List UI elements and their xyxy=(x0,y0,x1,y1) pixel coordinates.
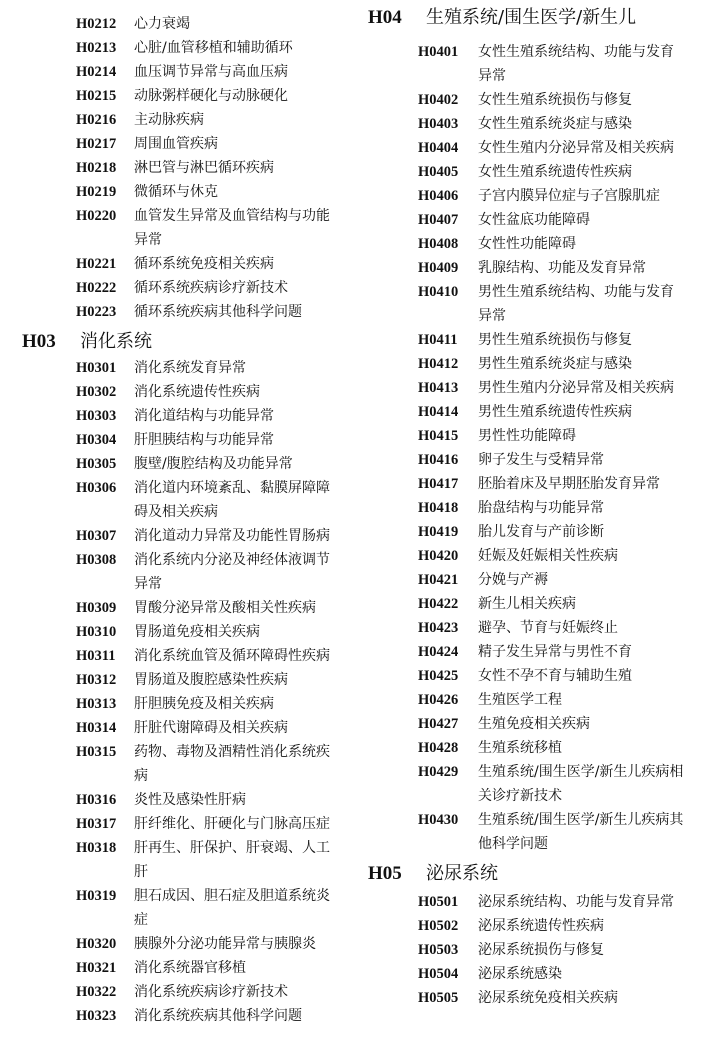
item-code: H0404 xyxy=(418,140,459,156)
item-name: 胎儿发育与产前诊断 xyxy=(478,524,604,540)
item-code: H0319 xyxy=(76,888,117,904)
item-name: 泌尿系统结构、功能与发育异常 xyxy=(478,894,674,910)
item-code: H0408 xyxy=(418,236,459,252)
list-item xyxy=(0,740,352,788)
item-name: 腹壁/腹腔结构及功能异常 xyxy=(134,456,293,472)
item-code: H0409 xyxy=(418,260,459,276)
list-item xyxy=(0,932,352,956)
list-item xyxy=(0,356,352,380)
item-code: H0323 xyxy=(76,1008,117,1024)
item-code: H0504 xyxy=(418,966,459,982)
item-name: 卵子发生与受精异常 xyxy=(478,452,604,468)
list-item xyxy=(0,60,352,84)
item-name: 女性盆底功能障碍 xyxy=(478,212,590,228)
item-name: 男性生殖内分泌异常及相关疾病 xyxy=(478,380,674,396)
item-code: H0303 xyxy=(76,408,117,424)
item-name: 男性生殖系统炎症与感染 xyxy=(478,356,632,372)
item-name: 避孕、节育与妊娠终止 xyxy=(478,620,618,636)
item-code: H0430 xyxy=(418,812,459,828)
list-item xyxy=(352,664,720,688)
item-code: H0322 xyxy=(76,984,117,1000)
item-code: H0407 xyxy=(418,212,459,228)
item-code: H0420 xyxy=(418,548,459,564)
item-code: H0301 xyxy=(76,360,117,376)
list-item xyxy=(352,472,720,496)
item-code: H0401 xyxy=(418,44,459,60)
list-item xyxy=(352,424,720,448)
h04-list xyxy=(352,36,720,856)
item-code: H0427 xyxy=(418,716,459,732)
list-item xyxy=(352,376,720,400)
list-item xyxy=(352,938,720,962)
list-item xyxy=(352,712,720,736)
list-item xyxy=(0,884,352,932)
item-code: H0417 xyxy=(418,476,459,492)
list-item xyxy=(0,620,352,644)
list-item xyxy=(352,568,720,592)
item-name: 女性性功能障碍 xyxy=(478,236,576,252)
section-title: 消化系统 xyxy=(80,331,152,352)
list-item xyxy=(0,84,352,108)
list-item xyxy=(0,300,352,324)
item-name: 泌尿系统遗传性疾病 xyxy=(478,918,604,934)
item-name: 肝再生、肝保护、肝衰竭、人工肝 xyxy=(134,840,330,880)
item-name: 女性生殖系统遗传性疾病 xyxy=(478,164,632,180)
right-column xyxy=(352,0,720,1010)
list-item xyxy=(0,596,352,620)
item-code: H0422 xyxy=(418,596,459,612)
item-name: 妊娠及妊娠相关性疾病 xyxy=(478,548,618,564)
item-code: H0221 xyxy=(76,256,117,272)
item-name: 消化系统血管及循环障碍性疾病 xyxy=(134,648,330,664)
item-code: H0212 xyxy=(76,16,117,32)
list-item xyxy=(352,760,720,808)
item-name: 肝纤维化、肝硬化与门脉高压症 xyxy=(134,816,330,832)
list-item xyxy=(352,448,720,472)
item-code: H0320 xyxy=(76,936,117,952)
item-name: 女性生殖内分泌异常及相关疾病 xyxy=(478,140,674,156)
item-code: H0223 xyxy=(76,304,117,320)
item-code: H0215 xyxy=(76,88,117,104)
item-code: H0428 xyxy=(418,740,459,756)
item-code: H0402 xyxy=(418,92,459,108)
item-name: 生殖系统/围生医学/新生儿疾病相关诊疗新技术 xyxy=(478,764,684,804)
item-name: 消化系统内分泌及神经体液调节异常 xyxy=(134,552,330,592)
item-code: H0304 xyxy=(76,432,117,448)
item-code: H0313 xyxy=(76,696,117,712)
item-name: 消化系统器官移植 xyxy=(134,960,246,976)
item-code: H0306 xyxy=(76,480,117,496)
section-code: H03 xyxy=(22,331,56,352)
list-item xyxy=(352,328,720,352)
section-code: H04 xyxy=(368,7,402,28)
item-name: 生殖系统移植 xyxy=(478,740,562,756)
item-name: 肝胆胰免疫及相关疾病 xyxy=(134,696,274,712)
h02-list-continued xyxy=(0,0,352,324)
list-item xyxy=(0,204,352,252)
item-name: 消化道内环境紊乱、黏膜屏障障碍及相关疾病 xyxy=(134,480,330,520)
item-code: H0405 xyxy=(418,164,459,180)
item-name: 生殖免疫相关疾病 xyxy=(478,716,590,732)
item-name: 心力衰竭 xyxy=(134,16,190,32)
list-item xyxy=(352,232,720,256)
item-code: H0403 xyxy=(418,116,459,132)
item-code: H0222 xyxy=(76,280,117,296)
item-name: 肝脏代谢障碍及相关疾病 xyxy=(134,720,288,736)
list-item xyxy=(352,352,720,376)
list-item xyxy=(352,520,720,544)
item-code: H0421 xyxy=(418,572,459,588)
item-name: 血管发生异常及血管结构与功能异常 xyxy=(134,208,330,248)
item-name: 消化系统发育异常 xyxy=(134,360,246,376)
item-code: H0311 xyxy=(76,648,116,664)
item-name: 血压调节异常与高血压病 xyxy=(134,64,288,80)
item-name: 微循环与休克 xyxy=(134,184,218,200)
item-name: 肝胆胰结构与功能异常 xyxy=(134,432,274,448)
item-name: 胃肠道及腹腔感染性疾病 xyxy=(134,672,288,688)
item-code: H0218 xyxy=(76,160,117,176)
item-code: H0213 xyxy=(76,40,117,56)
item-name: 生殖医学工程 xyxy=(478,692,562,708)
item-name: 男性生殖系统损伤与修复 xyxy=(478,332,632,348)
list-item xyxy=(0,980,352,1004)
item-name: 动脉粥样硬化与动脉硬化 xyxy=(134,88,288,104)
item-name: 周围血管疾病 xyxy=(134,136,218,152)
list-item xyxy=(0,956,352,980)
list-item xyxy=(352,986,720,1010)
list-item xyxy=(0,692,352,716)
item-name: 分娩与产褥 xyxy=(478,572,548,588)
item-name: 淋巴管与淋巴循环疾病 xyxy=(134,160,274,176)
list-item xyxy=(0,276,352,300)
item-code: H0312 xyxy=(76,672,117,688)
item-code: H0305 xyxy=(76,456,117,472)
item-name: 药物、毒物及酒精性消化系统疾病 xyxy=(134,744,330,784)
item-name: 消化系统疾病其他科学问题 xyxy=(134,1008,302,1024)
list-item xyxy=(0,788,352,812)
item-code: H0219 xyxy=(76,184,117,200)
item-code: H0317 xyxy=(76,816,117,832)
section-title: 泌尿系统 xyxy=(426,863,498,884)
item-code: H0406 xyxy=(418,188,459,204)
item-code: H0415 xyxy=(418,428,459,444)
list-item xyxy=(0,1004,352,1028)
item-code: H0314 xyxy=(76,720,117,736)
item-code: H0321 xyxy=(76,960,117,976)
list-item xyxy=(0,644,352,668)
list-item xyxy=(0,36,352,60)
section-heading-h05 xyxy=(352,856,720,890)
h03-list xyxy=(0,354,352,1028)
list-item xyxy=(352,640,720,664)
item-code: H0318 xyxy=(76,840,117,856)
item-code: H0411 xyxy=(418,332,458,348)
item-name: 男性性功能障碍 xyxy=(478,428,576,444)
item-name: 女性不孕不育与辅助生殖 xyxy=(478,668,632,684)
item-code: H0424 xyxy=(418,644,459,660)
item-code: H0502 xyxy=(418,918,459,934)
list-item xyxy=(352,40,720,88)
list-item xyxy=(352,736,720,760)
list-item xyxy=(0,452,352,476)
item-name: 精子发生异常与男性不育 xyxy=(478,644,632,660)
list-item xyxy=(0,380,352,404)
item-name: 消化系统遗传性疾病 xyxy=(134,384,260,400)
list-item xyxy=(352,400,720,424)
list-item xyxy=(352,496,720,520)
list-item xyxy=(0,524,352,548)
item-name: 循环系统疾病其他科学问题 xyxy=(134,304,302,320)
item-name: 循环系统疾病诊疗新技术 xyxy=(134,280,288,296)
list-item xyxy=(0,108,352,132)
list-item xyxy=(0,252,352,276)
list-item xyxy=(352,890,720,914)
list-item xyxy=(0,180,352,204)
list-item xyxy=(352,544,720,568)
item-code: H0416 xyxy=(418,452,459,468)
item-name: 新生儿相关疾病 xyxy=(478,596,576,612)
list-item xyxy=(352,616,720,640)
list-item xyxy=(352,592,720,616)
item-code: H0426 xyxy=(418,692,459,708)
item-name: 主动脉疾病 xyxy=(134,112,204,128)
item-code: H0503 xyxy=(418,942,459,958)
item-name: 心脏/血管移植和辅助循环 xyxy=(134,40,293,56)
list-item xyxy=(352,184,720,208)
item-code: H0214 xyxy=(76,64,117,80)
list-item xyxy=(352,256,720,280)
item-code: H0308 xyxy=(76,552,117,568)
list-item xyxy=(0,404,352,428)
item-code: H0302 xyxy=(76,384,117,400)
item-code: H0419 xyxy=(418,524,459,540)
list-item xyxy=(352,208,720,232)
item-code: H0413 xyxy=(418,380,459,396)
list-item xyxy=(0,548,352,596)
item-name: 泌尿系统免疫相关疾病 xyxy=(478,990,618,1006)
item-code: H0423 xyxy=(418,620,459,636)
list-item xyxy=(352,280,720,328)
list-item xyxy=(0,668,352,692)
list-item xyxy=(0,716,352,740)
item-code: H0501 xyxy=(418,894,459,910)
item-name: 男性生殖系统遗传性疾病 xyxy=(478,404,632,420)
item-name: 炎性及感染性肝病 xyxy=(134,792,246,808)
item-name: 泌尿系统感染 xyxy=(478,966,562,982)
item-name: 生殖系统/围生医学/新生儿疾病其他科学问题 xyxy=(478,812,684,852)
item-name: 循环系统免疫相关疾病 xyxy=(134,256,274,272)
list-item xyxy=(0,428,352,452)
section-title: 生殖系统/围生医学/新生儿 xyxy=(426,7,637,28)
item-code: H0216 xyxy=(76,112,117,128)
item-code: H0414 xyxy=(418,404,459,420)
item-name: 胎盘结构与功能异常 xyxy=(478,500,604,516)
item-name: 消化道结构与功能异常 xyxy=(134,408,274,424)
item-name: 泌尿系统损伤与修复 xyxy=(478,942,604,958)
item-name: 男性生殖系统结构、功能与发育异常 xyxy=(478,284,674,324)
list-item xyxy=(352,688,720,712)
item-code: H0217 xyxy=(76,136,117,152)
item-name: 女性生殖系统炎症与感染 xyxy=(478,116,632,132)
section-heading-h03 xyxy=(0,324,352,354)
list-item xyxy=(352,88,720,112)
section-heading-h04 xyxy=(352,0,720,36)
item-code: H0315 xyxy=(76,744,117,760)
list-item xyxy=(0,812,352,836)
item-name: 女性生殖系统损伤与修复 xyxy=(478,92,632,108)
item-code: H0418 xyxy=(418,500,459,516)
left-column xyxy=(0,0,352,1028)
list-item xyxy=(0,836,352,884)
item-name: 胆石成因、胆石症及胆道系统炎症 xyxy=(134,888,330,928)
list-item xyxy=(352,136,720,160)
item-name: 胃酸分泌异常及酸相关性疾病 xyxy=(134,600,316,616)
item-code: H0310 xyxy=(76,624,117,640)
item-code: H0412 xyxy=(418,356,459,372)
item-code: H0220 xyxy=(76,208,117,224)
item-code: H0316 xyxy=(76,792,117,808)
item-name: 消化道动力异常及功能性胃肠病 xyxy=(134,528,330,544)
item-code: H0425 xyxy=(418,668,459,684)
list-item xyxy=(0,476,352,524)
item-name: 胚胎着床及早期胚胎发育异常 xyxy=(478,476,660,492)
item-name: 女性生殖系统结构、功能与发育异常 xyxy=(478,44,674,84)
list-item xyxy=(352,808,720,856)
item-code: H0410 xyxy=(418,284,459,300)
list-item xyxy=(352,914,720,938)
item-name: 胃肠道免疫相关疾病 xyxy=(134,624,260,640)
item-name: 胰腺外分泌功能异常与胰腺炎 xyxy=(134,936,316,952)
h05-list xyxy=(352,890,720,1010)
list-item xyxy=(0,156,352,180)
list-item xyxy=(352,962,720,986)
list-item xyxy=(0,12,352,36)
item-code: H0505 xyxy=(418,990,459,1006)
list-item xyxy=(352,160,720,184)
item-name: 乳腺结构、功能及发育异常 xyxy=(478,260,646,276)
list-item xyxy=(352,112,720,136)
item-code: H0307 xyxy=(76,528,117,544)
section-code: H05 xyxy=(368,863,402,884)
item-name: 子宫内膜异位症与子宫腺肌症 xyxy=(478,188,660,204)
item-code: H0429 xyxy=(418,764,459,780)
list-item xyxy=(0,132,352,156)
item-code: H0309 xyxy=(76,600,117,616)
item-name: 消化系统疾病诊疗新技术 xyxy=(134,984,288,1000)
